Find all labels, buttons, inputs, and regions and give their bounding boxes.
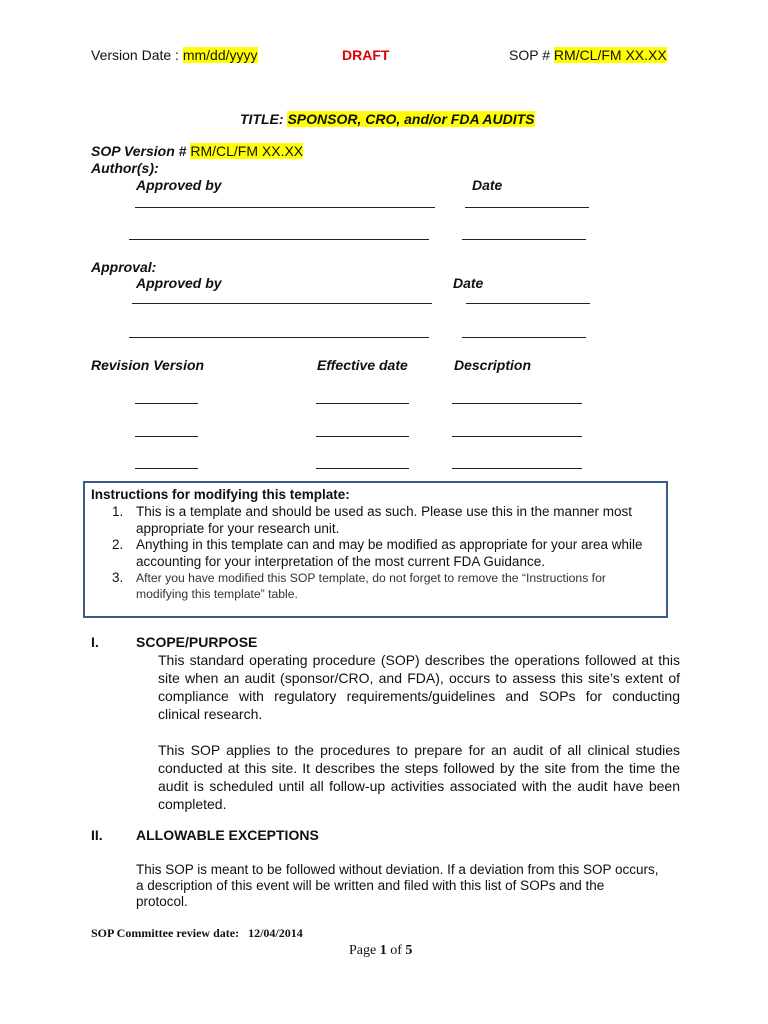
page-word: Page (349, 943, 380, 958)
signature-line[interactable] (132, 303, 432, 304)
revision-version-line[interactable] (135, 403, 198, 404)
signature-line[interactable] (129, 337, 429, 338)
instruction-line: accounting for your interpretation of the most current FDA Guidance. (136, 554, 545, 569)
instruction-line: This is a template and should be used as such. Please use this in the manner most (136, 504, 633, 519)
instruction-item (112, 503, 123, 520)
sop-version-line (91, 143, 303, 159)
signature-line[interactable] (135, 207, 435, 208)
sop-number-line (509, 47, 667, 63)
instruction-item (112, 569, 123, 586)
review-date-value: 12/04/2014 (248, 926, 303, 940)
title-label: TITLE: (240, 111, 288, 127)
signature-line[interactable] (129, 239, 429, 240)
paragraph-line: protocol. (136, 894, 188, 909)
description-line[interactable] (452, 403, 582, 404)
sop-number-label: SOP # (509, 47, 554, 63)
version-date-label: Version Date : (91, 47, 183, 63)
date-line[interactable] (462, 337, 586, 338)
scope-paragraph-2: This SOP applies to the procedures to prepare for an audit of all clinical studies conducted at this site. It describes the steps followed by the site from the time the audit is scheduled until all follow-up activities associated with the audit have been completed. (158, 742, 680, 812)
effective-date-line[interactable] (316, 468, 409, 469)
instruction-line: appropriate for your research unit. (136, 521, 340, 536)
effective-date-line[interactable] (316, 436, 409, 437)
paragraph-line: This SOP is meant to be followed without deviation. If a deviation from this SOP occurs, (136, 862, 659, 877)
authors-label: Author(s): (91, 160, 159, 176)
review-date-label: SOP Committee review date: (91, 926, 240, 940)
instruction-line: modifying this template” table. (136, 587, 298, 601)
page-total: 5 (405, 943, 413, 958)
description-header: Description (454, 357, 532, 373)
version-date-line (91, 47, 258, 63)
date-line[interactable] (466, 303, 590, 304)
paragraph-line: a description of this event will be written and filed with this list of SOPs and the (136, 878, 605, 893)
section-number: II. (91, 827, 103, 843)
instruction-number: 1. (112, 504, 124, 519)
sop-version-value: RM/CL/FM XX.XX (190, 143, 304, 159)
revision-version-line[interactable] (135, 468, 198, 469)
instruction-text (136, 570, 606, 602)
approval-approved-by-label: Approved by (136, 275, 222, 291)
effective-date-header: Effective date (317, 357, 408, 373)
instruction-item (112, 536, 123, 553)
instruction-number: 3. (112, 570, 124, 585)
sop-number-value: RM/CL/FM XX.XX (553, 47, 667, 63)
title-value: SPONSOR, CRO, and/or FDA AUDITS (287, 111, 535, 127)
draft-label: DRAFT (342, 47, 390, 63)
instruction-number: 2. (112, 537, 124, 552)
effective-date-line[interactable] (316, 403, 409, 404)
instructions-title: Instructions for modifying this template: (91, 487, 350, 502)
revision-version-header: Revision Version (91, 357, 205, 373)
approval-date-label: Date (453, 275, 484, 291)
description-line[interactable] (452, 468, 582, 469)
revision-version-line[interactable] (135, 436, 198, 437)
page-current: 1 (379, 943, 387, 958)
instruction-text (136, 536, 643, 570)
of-word: of (386, 943, 406, 958)
section-heading: ALLOWABLE EXCEPTIONS (136, 827, 319, 843)
section-number: I. (91, 634, 99, 650)
description-line[interactable] (452, 436, 582, 437)
date-line[interactable] (465, 207, 589, 208)
version-date-value: mm/dd/yyyy (182, 47, 258, 63)
approval-label: Approval: (91, 259, 157, 275)
exceptions-paragraph (136, 862, 659, 910)
scope-paragraph-1: This standard operating procedure (SOP) describes the operations followed at this site when an audit (sponsor/CRO, and FDA), occurs to assess this site’s extent of compliance with regulatory requirements/guidelines and SOPs for conducting clinical research. (158, 652, 680, 722)
section-heading: SCOPE/PURPOSE (136, 634, 258, 650)
review-date-line (91, 926, 303, 941)
authors-approved-by-label: Approved by (136, 177, 222, 193)
instruction-line: Anything in this template can and may be modified as appropriate for your area while (136, 537, 643, 552)
date-line[interactable] (462, 239, 586, 240)
page-number (349, 943, 412, 959)
sop-version-label: SOP Version # (91, 143, 191, 159)
document-title (240, 111, 535, 127)
instruction-line: After you have modified this SOP template, do not forget to remove the “Instructions for (136, 571, 606, 585)
authors-date-label: Date (472, 177, 503, 193)
instruction-text (136, 503, 632, 537)
